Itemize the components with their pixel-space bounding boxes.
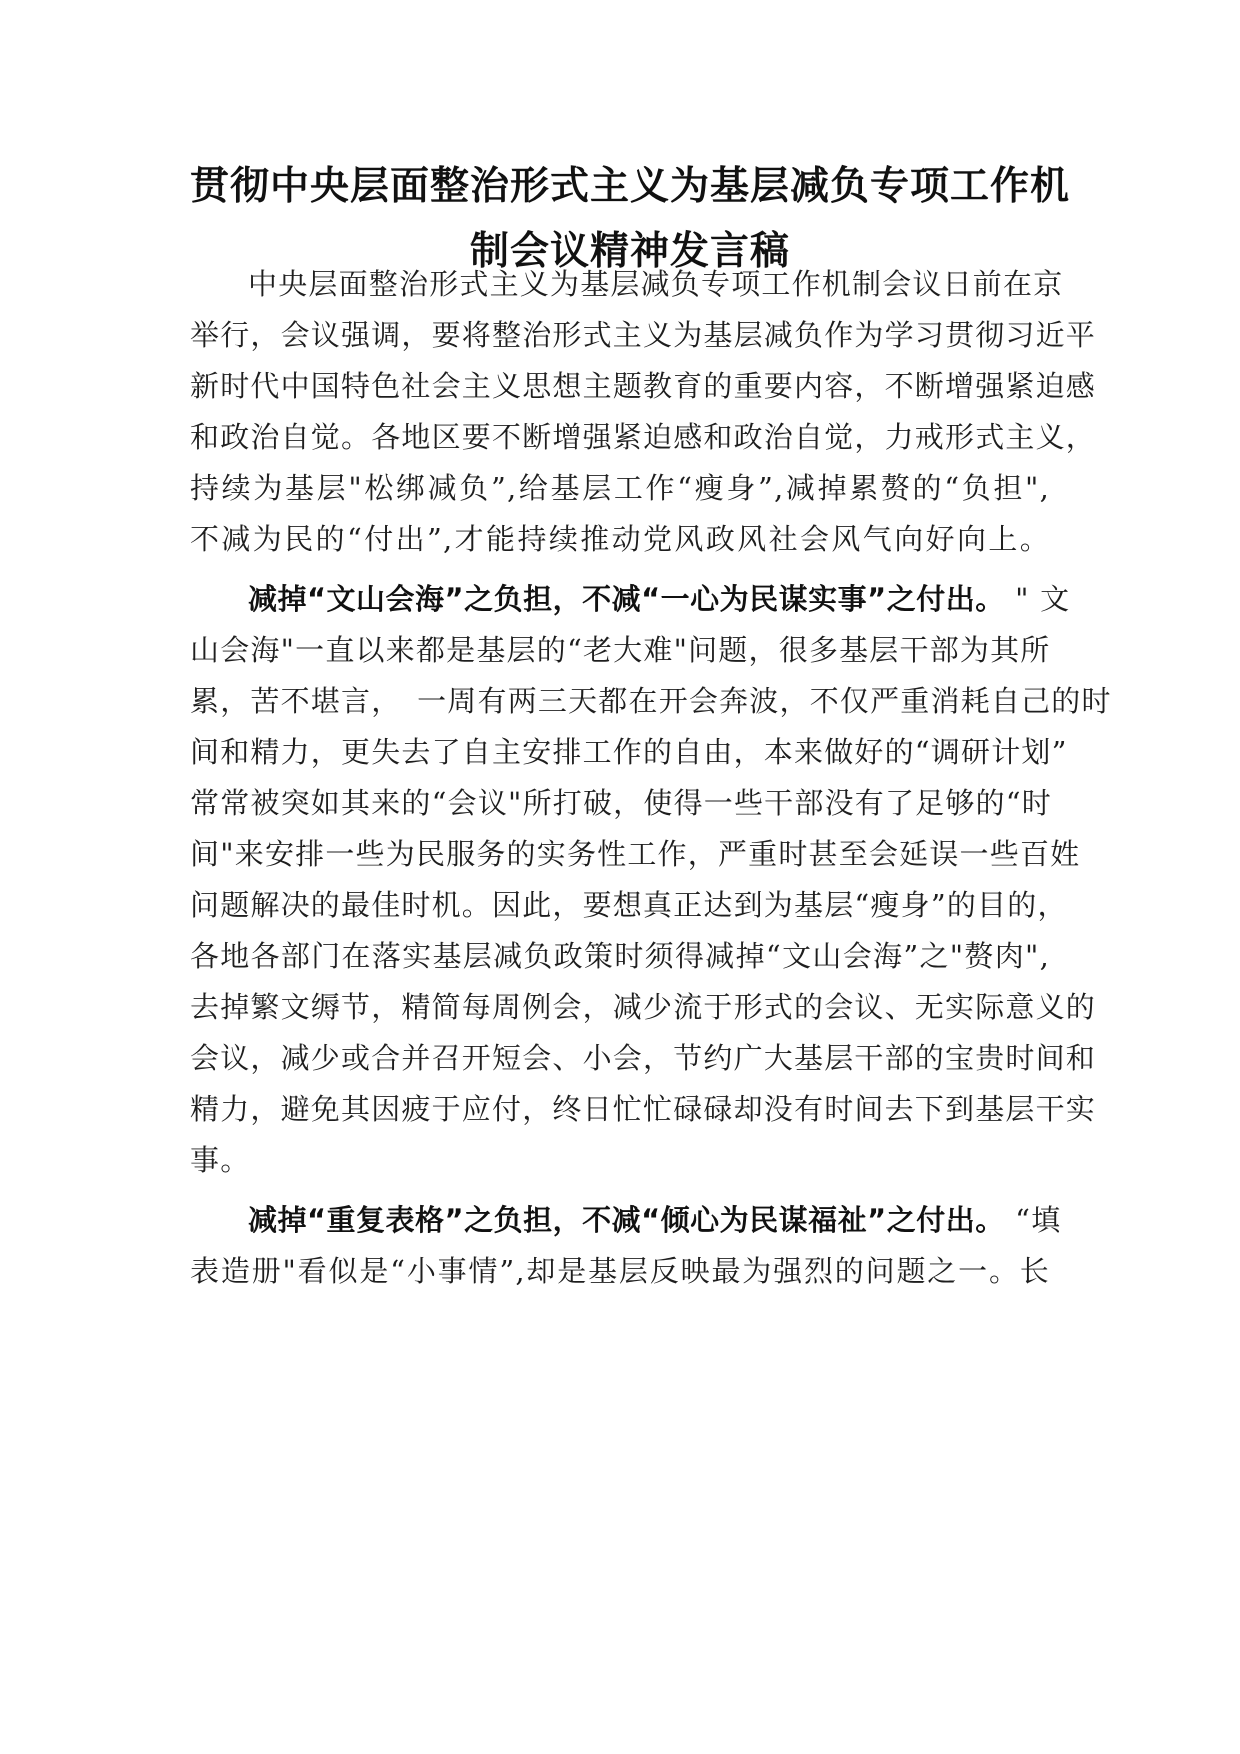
paragraph-2-heading: 减掉“文山会海”之负担，不减“一心为民谋实事”之付出。: [248, 582, 1005, 616]
paragraph-3-line: 表造册"看似是“小事情”,却是基层反映最为强烈的问题之一。长: [190, 1254, 1050, 1288]
paragraph-2-line: 精力，避免其因疲于应付，终日忙忙碌碌却没有时间去下到基层干实: [190, 1092, 1097, 1126]
paragraph-1-line: 新时代中国特色社会主义思想主题教育的重要内容，不断增强紧迫感: [190, 369, 1097, 403]
paragraph-2-line: 间和精力，更失去了自主安排工作的自由，本来做好的“调研计划”: [190, 735, 1068, 769]
paragraph-2-line: 山会海"一直以来都是基层的“老大难"问题，很多基层干部为其所: [190, 633, 1051, 667]
paragraph-2-line: 常常被突如其来的“会议"所打破，使得一些干部没有了足够的“时: [190, 786, 1052, 820]
paragraph-2-first-line-tail: " 文: [1004, 582, 1071, 616]
paragraph-2-line: 事。: [190, 1143, 251, 1177]
paragraph-2-line: 问题解决的最佳时机。因此，要想真正达到为基层“瘦身”的目的，: [190, 888, 1068, 922]
paragraph-1-line: 持续为基层"松绑减负”,给基层工作“瘦身”,减掉累赘的“负担",: [190, 471, 1050, 505]
paragraph-2-first-line: [248, 577, 1070, 618]
paragraph-1-line: 不减为民的“付出”,才能持续推动党风政风社会风气向好向上。: [190, 522, 1050, 556]
paragraph-3-first-line-tail: “填: [1004, 1203, 1062, 1237]
paragraph-2-line: 去掉繁文缛节，精简每周例会，减少流于形式的会议、无实际意义的: [190, 990, 1097, 1024]
document-title-line-1: 贯彻中央层面整治形式主义为基层减负专项工作机: [190, 164, 1071, 209]
paragraph-1-line: 中央层面整治形式主义为基层减负专项工作机制会议日前在京: [248, 267, 1064, 301]
paragraph-2-line: 会议，减少或合并召开短会、小会，节约广大基层干部的宝贵时间和: [190, 1041, 1097, 1075]
paragraph-1-line: 举行，会议强调，要将整治形式主义为基层减负作为学习贯彻习近平: [190, 318, 1097, 352]
document-title-line-2: 制会议精神发言稿: [469, 229, 790, 274]
paragraph-1-line: 和政治自觉。各地区要不断增强紧迫感和政治自觉，力戒形式主义，: [190, 420, 1097, 454]
paragraph-3-heading: 减掉“重复表格”之负担，不减“倾心为民谋福祉”之付出。: [248, 1203, 1005, 1237]
paragraph-3-first-line: [248, 1198, 1061, 1239]
paragraph-2-line: 累，苦不堪言， 一周有两三天都在开会奔波，不仅严重消耗自己的时: [190, 684, 1112, 718]
paragraph-2-line: 间"来安排一些为民服务的实务性工作，严重时甚至会延误一些百姓: [190, 837, 1081, 871]
paragraph-2-line: 各地各部门在落实基层减负政策时须得减掉“文山会海”之"赘肉",: [190, 939, 1050, 973]
